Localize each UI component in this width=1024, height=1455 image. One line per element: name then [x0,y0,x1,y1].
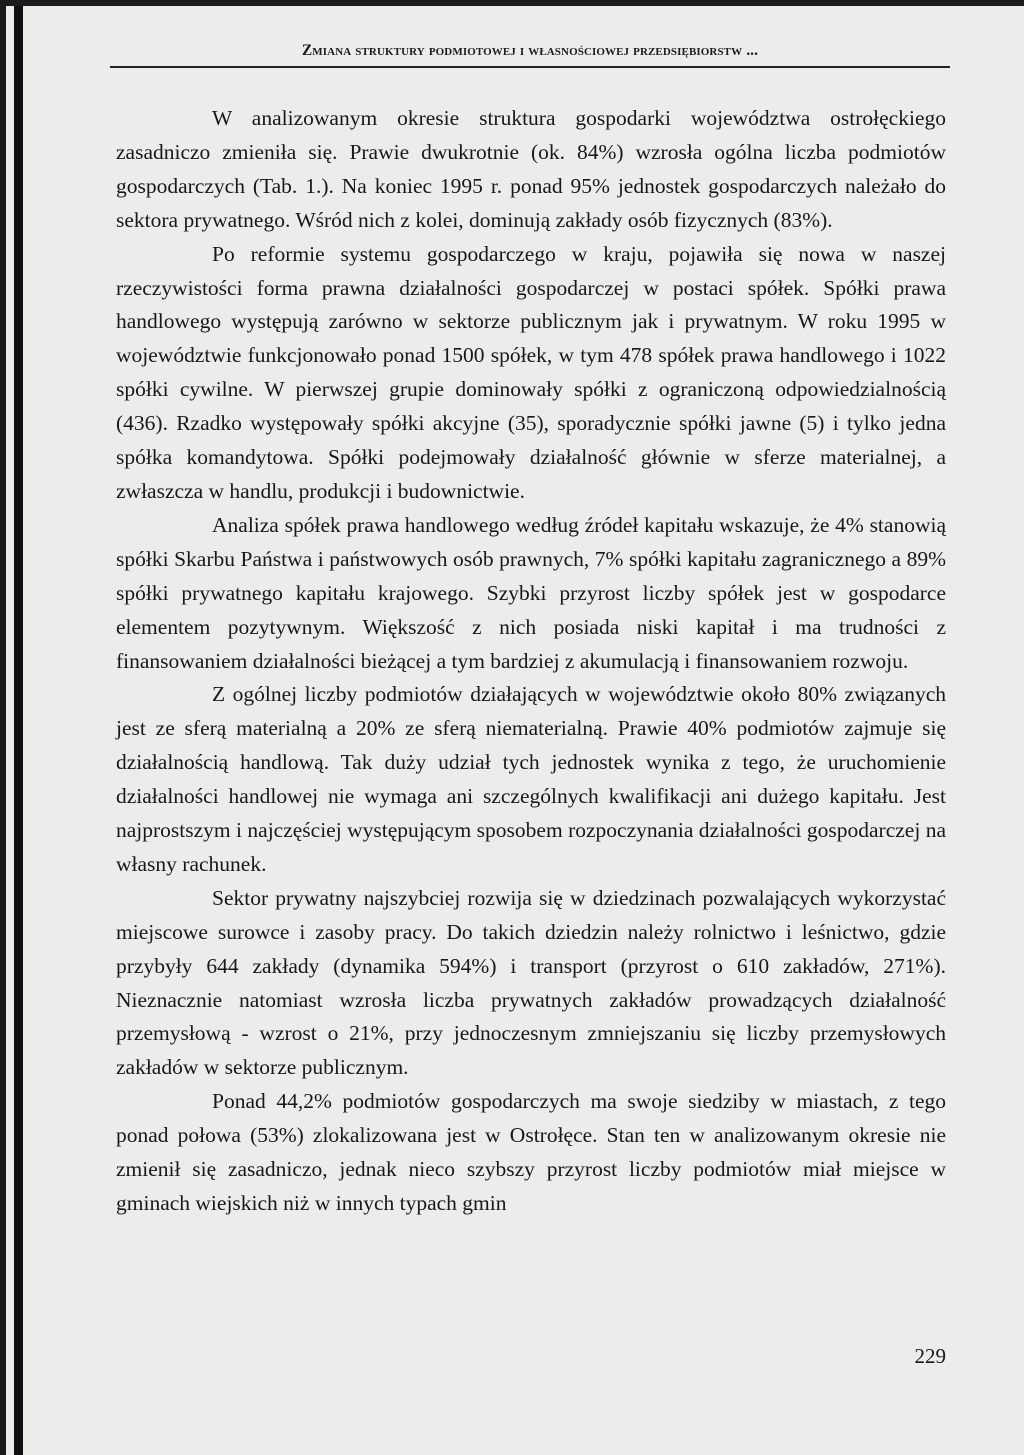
paragraph-1: W analizowanym okresie struktura gospodarki województwa ostrołęckiego zasadniczo zmieniła się. Prawie dwukrotnie (ok. 84%) wzrosła ogólna liczba podmiotów gospodarczych (Tab. 1.). Na koniec 1995 r. ponad 95% jednostek gospodarczych należało do sektora prywatnego. Wśród nich z kolei, dominują zakłady osób fizycznych (83%). [116,106,946,232]
paragraph-4: Z ogólnej liczby podmiotów działających w województwie około 80% związanych jest ze sferą materialną a 20% ze sferą niematerialną. Prawie 40% podmiotów zajmuje się działalnością handlową. Tak duży udział tych jednostek wynika z tego, że uruchomienie działalności handlowej nie wymaga ani szczególnych kwalifikacji ani dużego kapitału. Jest najprostszym i najczęściej występującym sposobem rozpoczynania działalności gospodarczej na własny rachunek. [116,682,946,876]
paragraph-6: Ponad 44,2% podmiotów gospodarczych ma swoje siedziby w miastach, z tego ponad połowa (53%) zlokalizowana jest w Ostrołęce. Stan ten w analizowanym okresie nie zmienił się zasadniczo, jednak nieco szybszy przyrost liczby podmiotów miał miejsce w gminach wiejskich niż w innych typach gmin [116,1089,946,1215]
binding-edge [14,6,23,1455]
paragraph-5: Sektor prywatny najszybciej rozwija się w dziedzinach pozwalających wykorzystać miejscowe surowce i zasoby pracy. Do takich dziedzin należy rolnictwo i leśnictwo, gdzie przybyły 644 zakłady (dynamika 594%) i transport (przyrost o 610 zakładów, 271%). Nieznacznie natomiast wzrosła liczba prywatnych zakładów prowadzących działalność przemysłową - wzrost o 21%, przy jednoczesnym zmniejszaniu się liczby przemysłowych zakładów w sektorze publicznym. [116,885,946,1080]
scanned-page [6,6,1024,1455]
body-text [116,102,946,1221]
header-rule [110,66,950,68]
paragraph-3: Analiza spółek prawa handlowego według źródeł kapitału wskazuje, że 4% stanowią spółki Skarbu Państwa i państwowych osób prawnych, 7% spółki kapitału zagranicznego a 89% spółki prywatnego kapitału krajowego. Szybki przyrost liczby spółek jest w gospodarce elementem pozytywnym. Większość z nich posiada niski kapitał i ma trudności z finansowaniem działalności bieżącej a tym bardziej z akumulacją i finansowaniem rozwoju. [116,512,946,673]
running-header: Zmiana struktury podmiotowej i własnościowej przedsiębiorstw ... [301,42,759,59]
page-number: 229 [914,1344,946,1368]
paragraph-2: Po reformie systemu gospodarczego w kraju, pojawiła się nowa w naszej rzeczywistości forma prawna działalności gospodarczej w postaci spółek. Spółki prawa handlowego występują zarówno w sektorze publicznym jak i prywatnym. W roku 1995 w województwie funkcjonowało ponad 1500 spółek, w tym 478 spółek prawa handlowego i 1022 spółki cywilne. W pierwszej grupie dominowały spółki z ograniczoną odpowiedzialnością (436). Rzadko występowały spółki akcyjne (35), sporadycznie spółki jawne (5) i tylko jedna spółka komandytowa. Spółki podejmowały działalność głównie w sferze materialnej, a zwłaszcza w handlu, produkcji i budownictwie. [116,241,946,503]
